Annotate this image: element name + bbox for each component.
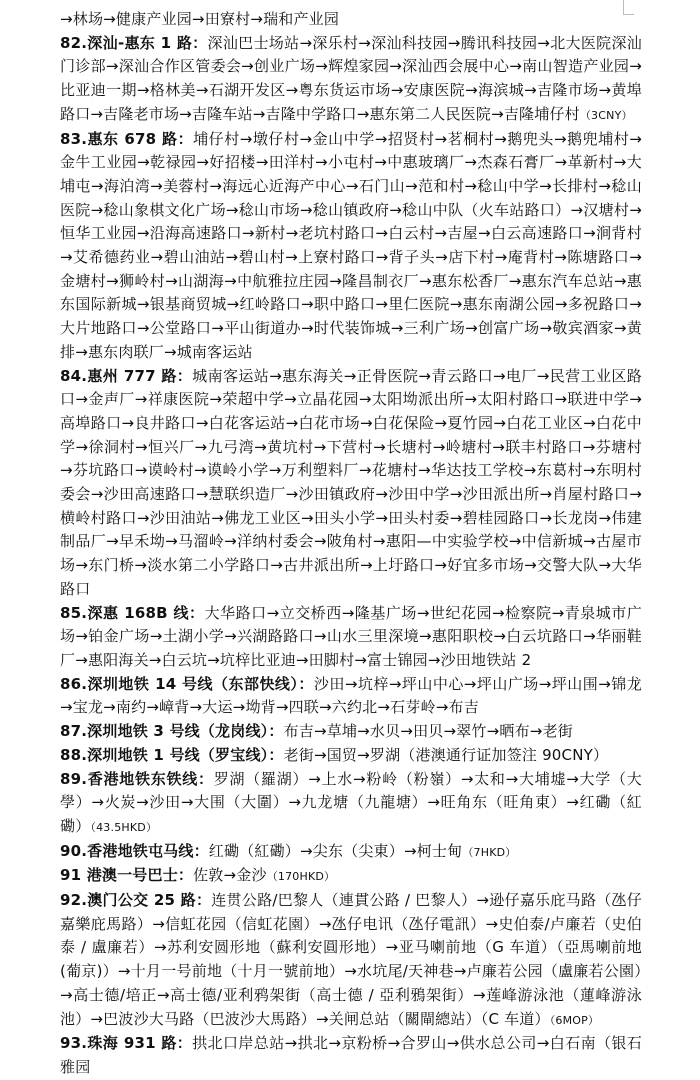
- route-paragraph-continued: [60, 8, 642, 32]
- route-paragraph-93: [60, 1032, 642, 1079]
- route-paragraph-89: [60, 768, 642, 840]
- route-stops: 拱北口岸总站→拱北→京粉桥→合罗山→供水总公司→白石南（银石雅园: [60, 1034, 642, 1076]
- route-paragraph-85: [60, 602, 642, 673]
- route-stops: 城南客运站→惠东海关→正骨医院→青云路口→电厂→民营工业区路口→金声厂→祥康医院→荣超中学→立晶花园→太阳坳派出所→太阳村路口→联进中学→高埠路口→良井路口→白花客运站→白花市场→白花保险→夏竹园→白花工业区→白花中学→徐洞村→恒兴厂→九弓湾→黄坑村→下营村→长塘村→岭塘村→联丰村路口→芬塘村→芬坑路口→谟岭村→谟岭小学→万利塑料厂→花塘村→华达技工学校→东葛村→东明村委会→沙田高速路口→慧联织造厂→沙田镇政府→沙田中学→沙田派出所→肖屋村路口→横岭村路口→沙田油站→佛龙工业区→田头小学→田头村委→碧桂园路口→长龙岗→伟建制品厂→早禾坳→马溜岭→洋纳村委会→陂角村→惠阳—中实验学校→中信新城→古屋市场→东门桥→淡水第二小学路口→古井派出所→上圩路口→好宜多市场→交警大队→大华路口: [60, 366, 642, 598]
- route-title: 84.惠州 777 路：: [60, 366, 193, 385]
- route-paragraph-88: [60, 744, 642, 768]
- route-title: 92.澳门公交 25 路：: [60, 891, 212, 910]
- route-paragraph-87: [60, 720, 642, 744]
- route-fare: （7HKD）: [462, 845, 517, 859]
- route-fare: （170HKD）: [266, 870, 336, 884]
- route-paragraph-83: [60, 128, 642, 365]
- route-stops: 埔仔村→墩仔村→金山中学→招贤村→茗桐村→鹅兜头→鹅兜埔村→金牛工业园→乾禄园→好招楼→田洋村→小屯村→中惠玻璃厂→杰森石膏厂→革新村→大埔屯→海泊湾→美蓉村→海远心近海产中心→石门山→范和村→稔山中学→长排村→稔山医院→稔山象棋文化广场→稔山市场→稔山镇政府→稔山中队（火车站路口）→汉塘村→恒华工业园→沿海高速路口→新村→老坑村路口→白云村→吉屋→白云高速路口→涧背村→艾希德药业→碧山油站→碧山村→上寮村路口→背子头→店下村→庵背村→陈塘路口→金塘村→狮岭村→山湖海→中航雅拉庄园→隆昌制衣厂→惠东松香厂→惠东汽车总站→惠东国际新城→银基商贸城→红岭路口→职中路口→里仁医院→惠东南湖公园→多祝路口→大片地路口→公堂路口→平山街道办→时代装饰城→三利广场→创富广场→敬宾酒家→黄排→惠东肉联厂→城南客运站: [60, 129, 642, 361]
- route-paragraph-86: [60, 673, 642, 720]
- route-fare: （6MOP）: [549, 1013, 600, 1027]
- route-stops: 红磡（紅磡）→尖东（尖東）→柯士甸: [208, 841, 463, 860]
- route-stops: 连贯公路/巴黎人（連貫公路 / 巴黎人）→逊仔嘉乐庇马路（氹仔嘉樂庇馬路）→信虹花园（信虹花園）→氹仔电讯（氹仔電訊）→史伯泰/卢廉若（史伯泰 / 盧廉若）→苏利安圆形地（蘇利安圓形地）→亚马喇前地（G 车道）（亞馬喇前地(葡京)）→十月一号前地（十月一號前地）→水坑尾/天神巷→卢廉若公园（盧廉若公園）→高士德/培正→高士德/亚利鸦架街（高士德 / 亞利鴉架街）→莲峰游泳池（蓮峰游泳池）→巴波沙大马路（巴波沙大馬路）→关闸总站（關閘總站）（C 车道）: [60, 891, 642, 1028]
- route-title: 88.深圳地铁 1 号线（罗宝线）：: [60, 745, 284, 764]
- route-title: 85.深惠 168B 线：: [60, 603, 205, 622]
- route-stops: 布吉→草埔→水贝→田贝→翠竹→晒布→老街: [283, 722, 573, 741]
- route-stops: 佐敦→金沙: [193, 866, 267, 885]
- route-paragraph-91: [60, 864, 642, 889]
- route-stops: 沙田→坑梓→坪山中心→坪山广场→坪山围→锦龙→宝龙→南约→嶂背→大运→坳背→四联→六约北→石芽岭→布吉: [60, 674, 642, 717]
- route-title: 82.深汕-惠东 1 路：: [60, 33, 208, 52]
- route-stops: 罗湖（羅湖）→上水→粉岭（粉嶺）→太和→大埔墟→大学（大學）→火炭→沙田→大围（大圍）→九龙塘（九龍塘）→旺角东（旺角東）→红磡（紅磡）: [60, 769, 642, 835]
- route-stops: 大华路口→立交桥西→隆基广场→世纪花园→检察院→青泉城市广场→铂金广场→土湖小学→兴湖路路口→山水三里深境→惠阳职校→白云坑路口→华丽鞋厂→惠阳海关→白云坑→坑梓比亚迪→田脚村→富士锦园→沙田地铁站 2: [60, 603, 642, 669]
- page-corner-mark: [623, 0, 634, 15]
- route-paragraph-92: [60, 889, 642, 1032]
- route-title: 86.深圳地铁 14 号线（东部快线）：: [60, 674, 314, 693]
- route-title: 87.深圳地铁 3 号线（龙岗线）：: [60, 722, 284, 741]
- route-fare: （3CNY）: [579, 108, 633, 122]
- route-title: 91 港澳一号巴士：: [60, 866, 194, 885]
- route-stops: 深汕巴士场站→深乐村→深汕科技园→腾讯科技园→北大医院深汕门诊部→深汕合作区管委会→创业广场→辉煌家园→深汕西会展中心→南山智造产业园→比亚迪一期→格林美→石湖开发区→粤东货运市场→安康医院→海滨城→吉隆市场→黄埠路口→吉隆老市场→吉隆车站→吉隆中学路口→惠东第二人民医院→吉隆埔仔村: [60, 33, 643, 123]
- route-title: 93.珠海 931 路：: [60, 1034, 193, 1053]
- route-paragraph-90: [60, 840, 642, 865]
- route-paragraph-84: [60, 365, 642, 602]
- route-fare: （43.5HKD）: [90, 820, 158, 834]
- route-stops: 老街→国贸→罗湖（港澳通行证加签注 90CNY）: [283, 745, 609, 764]
- route-title: 83.惠东 678 路：: [60, 129, 194, 148]
- route-stops: →林场→健康产业园→田寮村→瑞和产业园: [60, 10, 340, 28]
- route-title: 90.香港地铁屯马线：: [60, 841, 209, 860]
- route-title: 89.香港地铁东铁线：: [60, 769, 214, 788]
- route-paragraph-82: [60, 32, 642, 128]
